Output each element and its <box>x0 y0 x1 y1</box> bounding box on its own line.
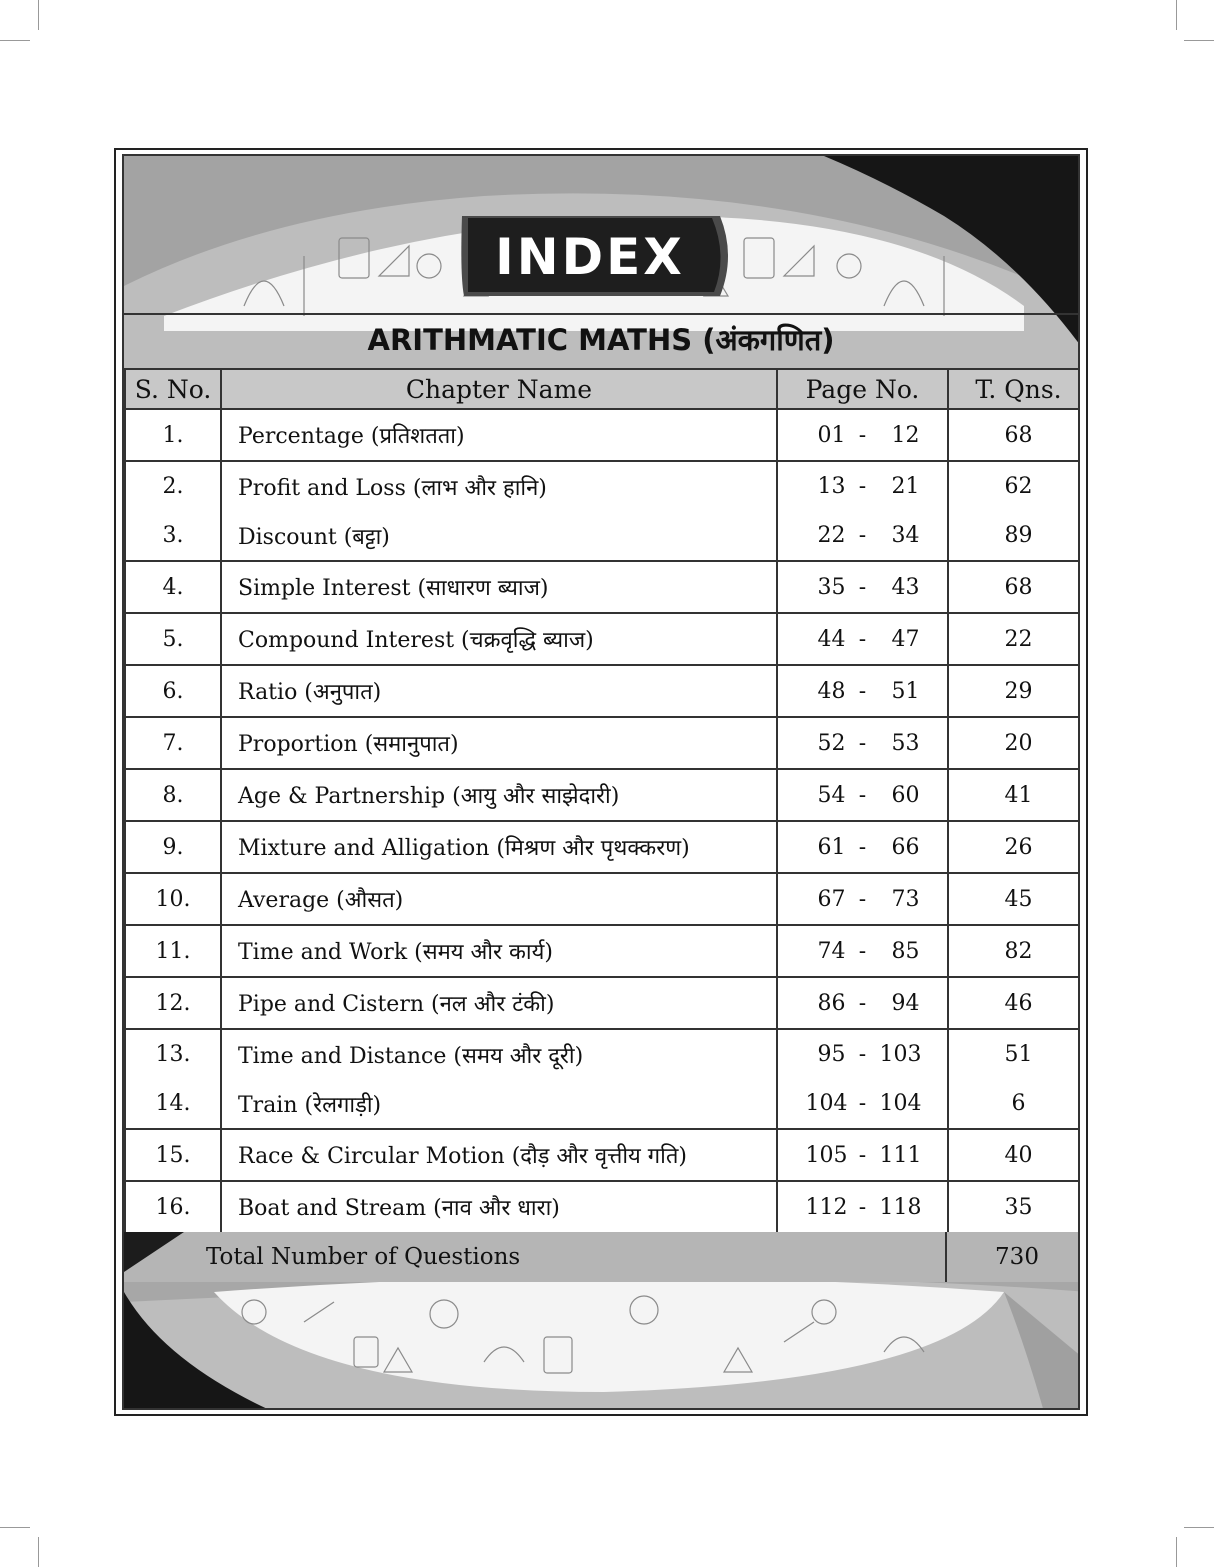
question-count: 68 <box>948 561 1080 613</box>
chapter-name: Simple Interest (साधारण ब्याज) <box>221 561 777 613</box>
index-footer <box>124 1282 1080 1410</box>
table-row <box>125 717 1080 769</box>
chapter-name: Mixture and Alligation (मिश्रण और पृथक्करण) <box>221 821 777 873</box>
page-to: 111 <box>879 1142 922 1168</box>
page-range-dash: - <box>858 886 867 912</box>
question-count: 41 <box>948 769 1080 821</box>
page-from: 44 <box>817 626 846 652</box>
table-row <box>125 873 1080 925</box>
question-count: 6 <box>948 1079 1080 1129</box>
page-range-dash: - <box>858 990 867 1016</box>
serial-number: 9. <box>125 821 221 873</box>
question-count: 40 <box>948 1129 1080 1181</box>
page-range-dash: - <box>858 938 867 964</box>
page-to: 47 <box>891 626 920 652</box>
page-range-dash: - <box>858 730 867 756</box>
page-to: 118 <box>879 1194 922 1220</box>
page-range <box>777 561 948 613</box>
page-range-dash: - <box>858 1042 867 1067</box>
crop-mark <box>0 40 30 41</box>
page-range-dash: - <box>858 1091 867 1116</box>
page-range-dash: - <box>858 678 867 704</box>
page-to: 103 <box>879 1042 922 1067</box>
page-range <box>777 717 948 769</box>
page-range <box>777 1129 948 1181</box>
table-row <box>125 461 1080 511</box>
index-badge: INDEX <box>495 228 685 286</box>
page-from: 104 <box>805 1091 848 1116</box>
page-range <box>777 821 948 873</box>
question-count: 29 <box>948 665 1080 717</box>
page-to: 53 <box>891 730 920 756</box>
serial-number: 14. <box>125 1079 221 1129</box>
page-from: 67 <box>817 886 846 912</box>
table-body <box>125 409 1080 1233</box>
page-to: 43 <box>891 574 920 600</box>
page-range-dash: - <box>858 626 867 652</box>
page-range <box>777 613 948 665</box>
page-from: 13 <box>817 474 846 499</box>
page-range <box>777 1029 948 1079</box>
serial-number: 8. <box>125 769 221 821</box>
serial-number: 10. <box>125 873 221 925</box>
question-count: 46 <box>948 977 1080 1029</box>
footer-artwork <box>124 1282 1080 1410</box>
page-from: 01 <box>817 422 846 448</box>
page-to: 85 <box>891 938 920 964</box>
table-row <box>125 1181 1080 1233</box>
question-count: 26 <box>948 821 1080 873</box>
page-to: 60 <box>891 782 920 808</box>
crop-mark <box>1184 1527 1214 1528</box>
table-row <box>125 561 1080 613</box>
page-to: 21 <box>891 474 920 499</box>
page-range <box>777 1079 948 1129</box>
page-range-dash: - <box>858 782 867 808</box>
table-row <box>125 977 1080 1029</box>
chapter-name: Percentage (प्रतिशतता) <box>221 409 777 461</box>
page-from: 35 <box>817 574 846 600</box>
table-row <box>125 1129 1080 1181</box>
chapter-name: Compound Interest (चक्रवृद्धि ब्याज) <box>221 613 777 665</box>
chapter-name: Age & Partnership (आयु और साझेदारी) <box>221 769 777 821</box>
page-from: 61 <box>817 834 846 860</box>
crop-mark <box>0 1527 30 1528</box>
page-from: 112 <box>805 1194 848 1220</box>
serial-number: 15. <box>125 1129 221 1181</box>
serial-number: 4. <box>125 561 221 613</box>
page-range <box>777 511 948 561</box>
serial-number: 2. <box>125 461 221 511</box>
table-row <box>125 409 1080 461</box>
serial-number: 13. <box>125 1029 221 1079</box>
page-range <box>777 769 948 821</box>
table-row <box>125 769 1080 821</box>
page-range <box>777 873 948 925</box>
table-row <box>125 1079 1080 1129</box>
page-from: 105 <box>805 1142 848 1168</box>
serial-number: 16. <box>125 1181 221 1233</box>
serial-number: 5. <box>125 613 221 665</box>
chapter-name: Time and Distance (समय और दूरी) <box>221 1029 777 1079</box>
chapter-name: Pipe and Cistern (नल और टंकी) <box>221 977 777 1029</box>
table-row <box>125 613 1080 665</box>
page-range-dash: - <box>858 474 867 499</box>
total-value: 730 <box>995 1244 1039 1270</box>
chapter-name: Discount (बट्टा) <box>221 511 777 561</box>
page-range <box>777 461 948 511</box>
page-range <box>777 665 948 717</box>
page-from: 48 <box>817 678 846 704</box>
question-count: 22 <box>948 613 1080 665</box>
table-row <box>125 1029 1080 1079</box>
question-count: 45 <box>948 873 1080 925</box>
page-from: 86 <box>817 990 846 1016</box>
header-chapter-name: Chapter Name <box>221 369 777 409</box>
crop-mark <box>38 1537 39 1567</box>
index-frame <box>114 148 1088 1416</box>
page-range-dash: - <box>858 523 867 548</box>
chapter-name: Average (औसत) <box>221 873 777 925</box>
chapter-name: Ratio (अनुपात) <box>221 665 777 717</box>
chapter-name: Race & Circular Motion (दौड़ और वृत्तीय गति) <box>221 1129 777 1181</box>
serial-number: 11. <box>125 925 221 977</box>
question-count: 68 <box>948 409 1080 461</box>
crop-mark <box>1176 0 1177 30</box>
page-to: 104 <box>879 1091 922 1116</box>
table-row <box>125 925 1080 977</box>
chapter-table <box>124 368 1080 1232</box>
index-panel <box>122 154 1080 1410</box>
total-row <box>124 1232 1080 1282</box>
serial-number: 3. <box>125 511 221 561</box>
table-header-row <box>125 369 1080 409</box>
chapter-name: Boat and Stream (नाव और धारा) <box>221 1181 777 1233</box>
chapter-name: Proportion (समानुपात) <box>221 717 777 769</box>
page-range-dash: - <box>858 1194 867 1220</box>
page-from: 74 <box>817 938 846 964</box>
question-count: 51 <box>948 1029 1080 1079</box>
serial-number: 12. <box>125 977 221 1029</box>
page-to: 94 <box>891 990 920 1016</box>
page-range-dash: - <box>858 574 867 600</box>
page-range <box>777 409 948 461</box>
chapter-name: Profit and Loss (लाभ और हानि) <box>221 461 777 511</box>
header-total-questions: T. Qns. <box>948 369 1080 409</box>
page-from: 54 <box>817 782 846 808</box>
question-count: 89 <box>948 511 1080 561</box>
chapter-name: Time and Work (समय और कार्य) <box>221 925 777 977</box>
page-to: 66 <box>891 834 920 860</box>
question-count: 35 <box>948 1181 1080 1233</box>
chapter-name: Train (रेलगाड़ी) <box>221 1079 777 1129</box>
table-row <box>125 665 1080 717</box>
table-row <box>125 821 1080 873</box>
total-label: Total Number of Questions <box>206 1244 521 1270</box>
page-range <box>777 1181 948 1233</box>
question-count: 82 <box>948 925 1080 977</box>
header-page-no: Page No. <box>777 369 948 409</box>
crop-mark <box>1184 40 1214 41</box>
page-to: 34 <box>891 523 920 548</box>
serial-number: 6. <box>125 665 221 717</box>
serial-number: 1. <box>125 409 221 461</box>
crop-mark <box>1176 1537 1177 1567</box>
page-range-dash: - <box>858 834 867 860</box>
question-count: 20 <box>948 717 1080 769</box>
page-range-dash: - <box>858 1142 867 1168</box>
page-range <box>777 925 948 977</box>
page-to: 73 <box>891 886 920 912</box>
page-subtitle: ARITHMATIC MATHS (अंकगणित) <box>367 323 835 357</box>
serial-number: 7. <box>125 717 221 769</box>
crop-mark <box>38 0 39 30</box>
page-to: 12 <box>891 422 920 448</box>
page-range-dash: - <box>858 422 867 448</box>
header-sno: S. No. <box>125 369 221 409</box>
page-range <box>777 977 948 1029</box>
page-from: 52 <box>817 730 846 756</box>
question-count: 62 <box>948 461 1080 511</box>
index-banner <box>124 156 1078 368</box>
page-from: 95 <box>817 1042 846 1067</box>
page-from: 22 <box>817 523 846 548</box>
page-to: 51 <box>891 678 920 704</box>
table-row <box>125 511 1080 561</box>
